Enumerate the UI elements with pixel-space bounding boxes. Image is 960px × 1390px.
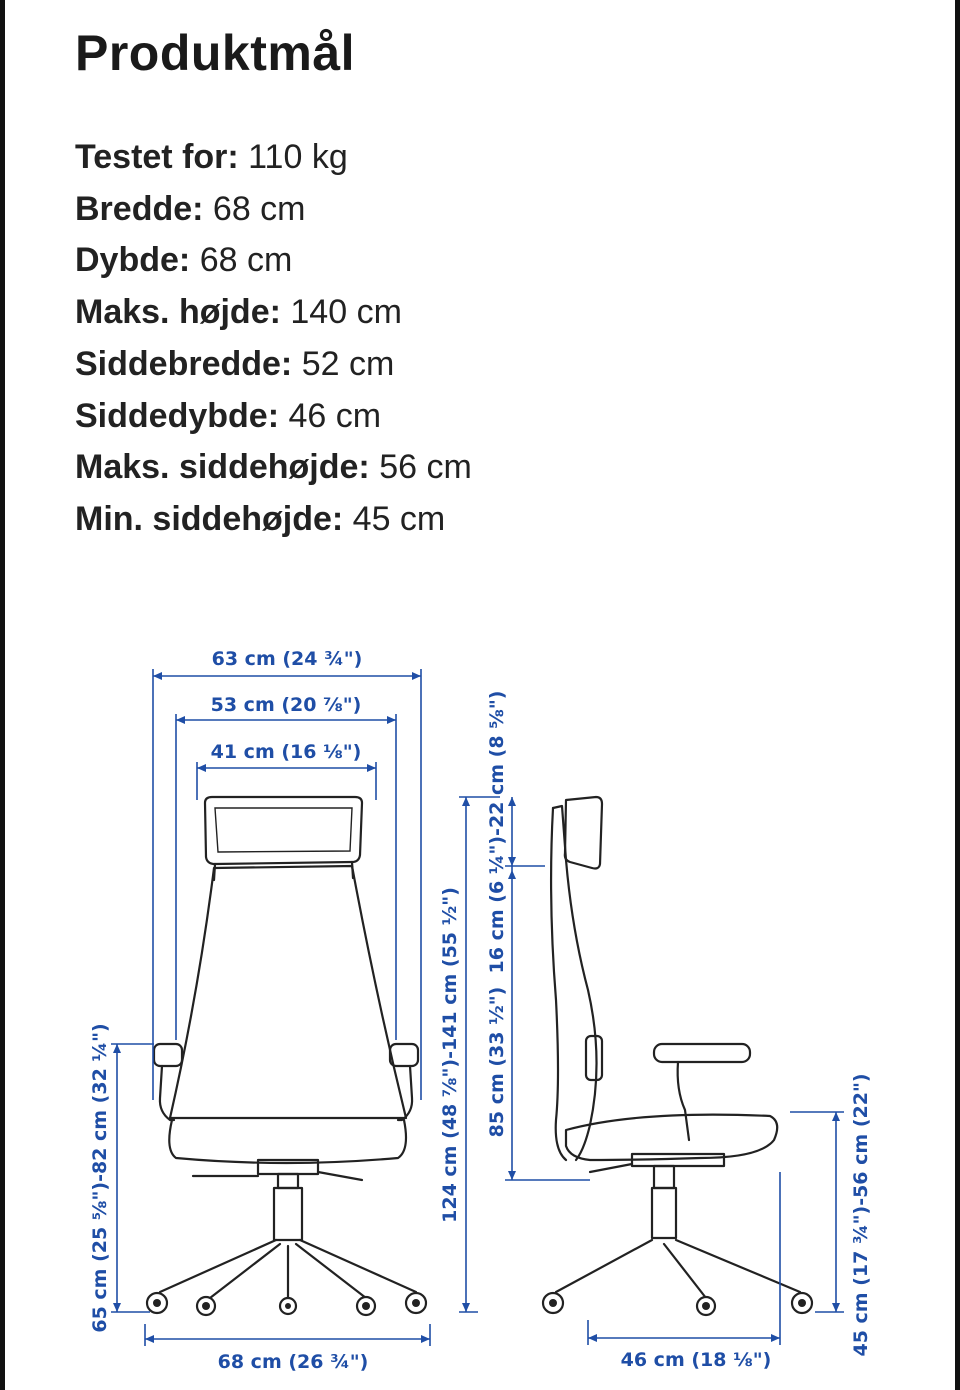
spec-value: 52 cm [301,344,395,383]
spec-label: Siddebredde: [75,344,293,383]
dim-label-seat-height: 45 cm (17 ¾")-56 cm (22") [850,1073,872,1357]
dim-label-seat-depth: 46 cm (18 ⅛") [620,1349,772,1371]
spec-value: 68 cm [212,189,306,228]
spec-width [75,184,472,236]
spec-label: Maks. siddehøjde: [75,448,370,487]
dim-label-width-headrest: 41 cm (16 ⅛") [210,741,362,763]
dim-width-headrest [197,741,376,800]
dimension-drawing [0,560,960,1390]
page-title: Produktmål [75,25,356,81]
spec-value: 56 cm [379,448,472,487]
dim-headrest-adjust [486,691,545,974]
spec-label: Dybde: [75,241,191,280]
dim-label-base-width: 68 cm (26 ¾") [217,1351,369,1373]
spec-tested-load [75,132,472,184]
spec-label: Maks. højde: [75,293,281,332]
dimension-arrowheads [113,672,840,1343]
side-chair-illustration [543,797,812,1315]
spec-label: Bredde: [75,189,204,228]
spec-depth [75,235,472,287]
spec-seat-depth [75,391,472,443]
spec-value: 45 cm [352,499,446,538]
spec-min-seat-height [75,494,472,546]
dim-label-total-height: 124 cm (48 ⅞")-141 cm (55 ½") [439,887,461,1223]
spec-label: Siddedybde: [75,396,280,435]
spec-max-seat-height [75,442,472,494]
spec-label: Testet for: [75,138,239,176]
spec-list [75,132,472,546]
spec-label: Min. siddehøjde: [75,499,344,538]
dim-label-headrest-adjust: 16 cm (6 ¼")-22 cm (8 ⅝") [486,690,508,974]
dim-label-backrest-height: 85 cm (33 ½") [486,986,508,1138]
dim-base-width [145,1324,430,1373]
front-chair-illustration [147,797,426,1315]
spec-seat-width [75,339,472,391]
spec-value: 140 cm [290,293,402,332]
spec-value: 46 cm [288,396,382,435]
dim-armrest-height [89,1023,154,1332]
spec-max-height [75,287,472,339]
dim-label-width-overall: 63 cm (24 ¾") [211,648,363,670]
spec-value: 68 cm [199,241,293,280]
dim-label-width-armrests: 53 cm (20 ⅞") [210,694,362,716]
spec-value: 110 kg [248,138,348,176]
dim-label-armrest-height: 65 cm (25 ⅝")-82 cm (32 ¼") [89,1023,111,1333]
